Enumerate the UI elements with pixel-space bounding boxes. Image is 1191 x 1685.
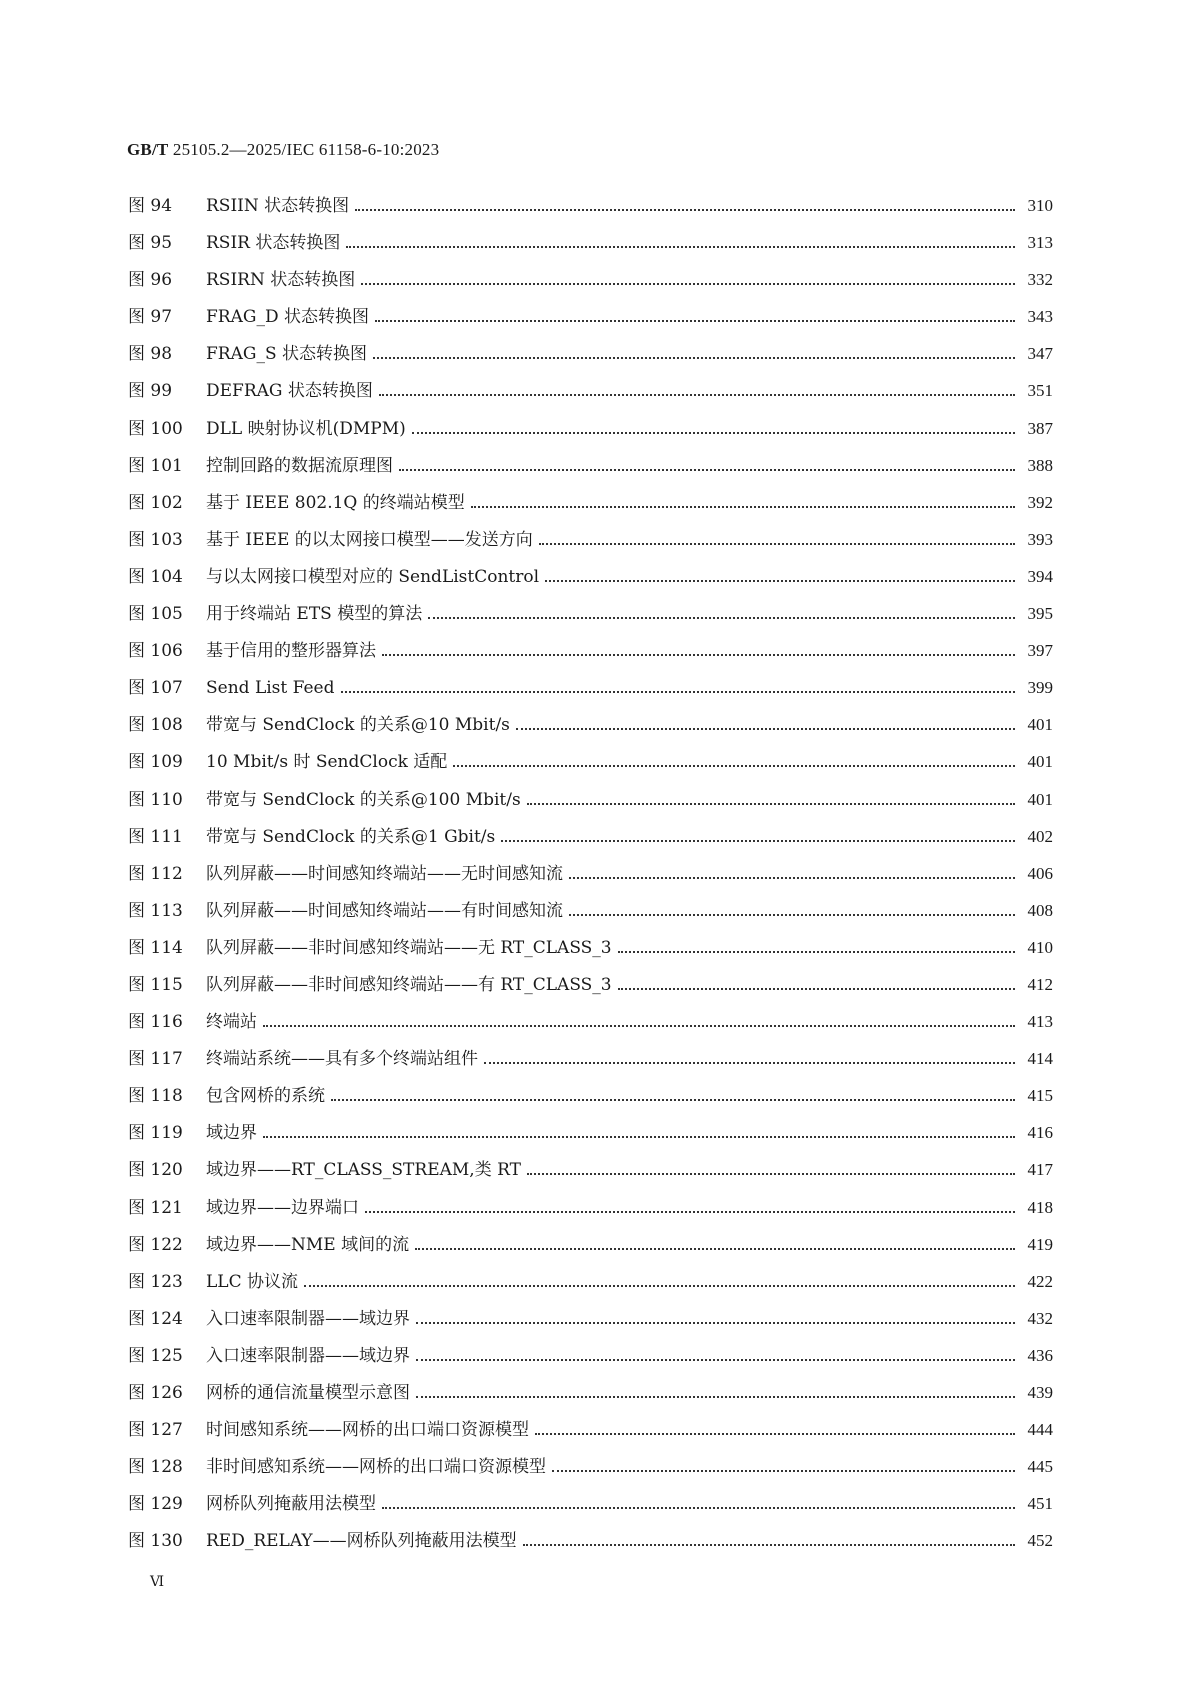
dot-leader <box>539 542 1015 545</box>
figure-title: 终端站系统——具有多个终端站组件 <box>206 1049 478 1070</box>
page-number: 416 <box>1027 1123 1053 1143</box>
toc-entry[interactable] <box>128 752 1053 789</box>
figure-label: 图 123 <box>128 1271 183 1292</box>
page-number: 408 <box>1027 900 1053 920</box>
dot-leader <box>471 505 1015 508</box>
dot-leader <box>618 987 1015 990</box>
page-number: 414 <box>1027 1049 1053 1069</box>
toc-entry[interactable] <box>128 901 1053 938</box>
figure-title: RED_RELAY——网桥队列掩蔽用法模型 <box>206 1531 517 1552</box>
dot-leader <box>484 1061 1015 1064</box>
figure-label: 图 108 <box>128 715 183 736</box>
figure-label: 图 109 <box>128 752 183 773</box>
figure-list <box>128 196 1053 1568</box>
figure-title: 包含网桥的系统 <box>206 1086 325 1107</box>
figure-label: 图 111 <box>128 826 183 847</box>
toc-entry[interactable] <box>128 938 1053 975</box>
figure-title: 队列屏蔽——时间感知终端站——有时间感知流 <box>206 900 563 921</box>
page-number: 432 <box>1027 1308 1053 1328</box>
figure-label: 图 103 <box>128 529 183 550</box>
figure-label: 图 104 <box>128 566 183 587</box>
figure-title: 队列屏蔽——非时间感知终端站——有 RT_CLASS_3 <box>206 974 612 995</box>
figure-label: 图 117 <box>128 1049 183 1070</box>
figure-label: 图 100 <box>128 418 183 439</box>
dot-leader <box>428 616 1015 619</box>
page-number: 332 <box>1027 270 1053 290</box>
figure-title: 入口速率限制器——域边界 <box>206 1345 410 1366</box>
toc-entry[interactable] <box>128 196 1053 233</box>
page-number: 413 <box>1027 1012 1053 1032</box>
dot-leader <box>355 208 1015 211</box>
figure-title: 域边界——边界端口 <box>206 1197 359 1218</box>
dot-leader <box>618 950 1015 953</box>
figure-title: 入口速率限制器——域边界 <box>206 1308 410 1329</box>
page-number: 313 <box>1027 233 1053 253</box>
toc-entry[interactable] <box>128 1160 1053 1197</box>
dot-leader <box>416 1358 1015 1361</box>
dot-leader <box>523 1543 1015 1546</box>
figure-label: 图 107 <box>128 678 183 699</box>
dot-leader <box>346 245 1015 248</box>
figure-title: 网桥的通信流量模型示意图 <box>206 1383 410 1403</box>
figure-label: 图 118 <box>128 1086 183 1107</box>
figure-title: 带宽与 SendClock 的关系@10 Mbit/s <box>206 715 510 736</box>
dot-leader <box>365 1210 1015 1213</box>
figure-label: 图 116 <box>128 1012 183 1033</box>
figure-label: 图 102 <box>128 492 183 513</box>
figure-label: 图 119 <box>128 1123 183 1144</box>
toc-entry[interactable] <box>128 1123 1053 1160</box>
page-number: 417 <box>1027 1160 1053 1180</box>
toc-entry[interactable] <box>128 344 1053 381</box>
dot-leader <box>535 1432 1015 1435</box>
dot-leader <box>304 1284 1015 1287</box>
dot-leader <box>416 1321 1015 1324</box>
figure-title: 非时间感知系统——网桥的出口端口资源模型 <box>206 1457 546 1478</box>
toc-entry[interactable] <box>128 1198 1053 1235</box>
figure-label: 图 106 <box>128 641 183 662</box>
figure-title: 队列屏蔽——时间感知终端站——无时间感知流 <box>206 863 563 884</box>
figure-title: DLL 映射协议机(DMPM) <box>206 418 406 439</box>
dot-leader <box>412 431 1015 434</box>
dot-leader <box>453 764 1015 767</box>
figure-label: 图 120 <box>128 1160 183 1181</box>
figure-title: 基于信用的整形器算法 <box>206 641 376 662</box>
toc-entry[interactable] <box>128 419 1053 456</box>
figure-title: 时间感知系统——网桥的出口端口资源模型 <box>206 1420 529 1441</box>
dot-leader <box>415 1247 1015 1250</box>
dot-leader <box>416 1395 1015 1398</box>
dot-leader <box>373 356 1015 359</box>
figure-title: RSIIN 状态转换图 <box>206 196 350 216</box>
figure-title: FRAG_S 状态转换图 <box>206 344 368 365</box>
page-number: 397 <box>1027 641 1053 661</box>
toc-entry[interactable] <box>128 1309 1053 1346</box>
figure-title: 带宽与 SendClock 的关系@1 Gbit/s <box>206 826 496 847</box>
toc-entry[interactable] <box>128 1012 1053 1049</box>
page-number: 394 <box>1027 566 1053 586</box>
dot-leader <box>331 1098 1015 1101</box>
page-number: 399 <box>1027 678 1053 698</box>
page-number: 392 <box>1027 492 1053 512</box>
figure-label: 图 122 <box>128 1234 183 1255</box>
figure-label: 图 98 <box>128 344 173 365</box>
dot-leader <box>501 839 1015 842</box>
figure-title: 带宽与 SendClock 的关系@100 Mbit/s <box>206 789 521 810</box>
toc-entry[interactable] <box>128 456 1053 493</box>
toc-entry[interactable] <box>128 827 1053 864</box>
toc-entry[interactable] <box>128 530 1053 567</box>
page-number: 406 <box>1027 863 1053 883</box>
toc-entry[interactable] <box>128 307 1053 344</box>
page-number: 401 <box>1027 789 1053 809</box>
page-number: 347 <box>1027 344 1053 364</box>
dot-leader <box>552 1469 1015 1472</box>
page-number: 419 <box>1027 1234 1053 1254</box>
page-number: 422 <box>1027 1271 1053 1291</box>
figure-title: RSIRN 状态转换图 <box>206 270 356 291</box>
figure-title: 控制回路的数据流原理图 <box>206 455 393 476</box>
page-number: 387 <box>1027 418 1053 438</box>
figure-title: FRAG_D 状态转换图 <box>206 307 369 328</box>
figure-title: 用于终端站 ETS 模型的算法 <box>206 604 423 625</box>
toc-entry[interactable] <box>128 270 1053 307</box>
figure-label: 图 112 <box>128 863 183 884</box>
page-number: 445 <box>1027 1457 1053 1477</box>
figure-title: 基于 IEEE 802.1Q 的终端站模型 <box>206 492 465 513</box>
figure-title: 域边界——NME 域间的流 <box>206 1234 410 1255</box>
figure-label: 图 129 <box>128 1494 183 1515</box>
dot-leader <box>341 690 1016 693</box>
figure-label: 图 97 <box>128 307 173 328</box>
toc-entry[interactable] <box>128 1346 1053 1383</box>
page-number: 343 <box>1027 307 1053 327</box>
page-number: 451 <box>1027 1494 1053 1514</box>
figure-label: 图 114 <box>128 937 183 958</box>
figure-label: 图 96 <box>128 270 173 291</box>
figure-title: 队列屏蔽——非时间感知终端站——无 RT_CLASS_3 <box>206 937 612 958</box>
figure-label: 图 127 <box>128 1420 183 1441</box>
dot-leader <box>527 1172 1015 1175</box>
figure-title: 域边界——RT_CLASS_STREAM,类 RT <box>206 1160 521 1181</box>
toc-entry[interactable] <box>128 233 1053 270</box>
toc-entry[interactable] <box>128 715 1053 752</box>
figure-title: 域边界 <box>206 1123 257 1144</box>
toc-entry[interactable] <box>128 604 1053 641</box>
toc-entry[interactable] <box>128 1457 1053 1494</box>
figure-label: 图 121 <box>128 1197 183 1218</box>
figure-title: Send List Feed <box>206 678 335 699</box>
standard-prefix: GB/T <box>127 140 169 159</box>
figure-title: 与以太网接口模型对应的 SendListControl <box>206 566 540 587</box>
toc-entry[interactable] <box>128 641 1053 678</box>
page-number: 388 <box>1027 455 1053 475</box>
dot-leader <box>382 1506 1015 1509</box>
page-number: 412 <box>1027 974 1053 994</box>
document-header <box>127 140 439 160</box>
page-number: 410 <box>1027 937 1053 957</box>
figure-label: 图 101 <box>128 455 183 476</box>
dot-leader <box>263 1135 1015 1138</box>
figure-label: 图 128 <box>128 1457 183 1478</box>
page-number-footer: Ⅵ <box>150 1575 165 1590</box>
toc-entry[interactable] <box>128 1531 1053 1568</box>
toc-entry[interactable] <box>128 1494 1053 1531</box>
figure-label: 图 99 <box>128 381 173 402</box>
toc-entry[interactable] <box>128 1272 1053 1309</box>
figure-label: 图 125 <box>128 1345 183 1366</box>
toc-entry[interactable] <box>128 1235 1053 1272</box>
figure-label: 图 115 <box>128 974 183 995</box>
dot-leader <box>527 802 1015 805</box>
page-number: 436 <box>1027 1345 1053 1365</box>
toc-entry[interactable] <box>128 381 1053 418</box>
dot-leader <box>516 727 1015 730</box>
figure-label: 图 130 <box>128 1531 183 1552</box>
page-number: 444 <box>1027 1420 1053 1440</box>
toc-entry[interactable] <box>128 1420 1053 1457</box>
figure-label: 图 113 <box>128 900 183 921</box>
toc-entry[interactable] <box>128 678 1053 715</box>
page-number: 351 <box>1027 381 1053 401</box>
standard-number: 25105.2—2025/IEC 61158-6-10:2023 <box>172 140 440 159</box>
toc-entry[interactable] <box>128 864 1053 901</box>
dot-leader <box>399 468 1015 471</box>
dot-leader <box>361 282 1015 285</box>
dot-leader <box>569 876 1015 879</box>
figure-title: 终端站 <box>206 1012 257 1033</box>
dot-leader <box>379 393 1015 396</box>
page-number: 452 <box>1027 1531 1053 1551</box>
toc-entry[interactable] <box>128 1086 1053 1123</box>
page-number: 310 <box>1027 196 1053 215</box>
figure-title: 网桥队列掩蔽用法模型 <box>206 1494 376 1515</box>
figure-label: 图 94 <box>128 196 173 216</box>
toc-entry[interactable] <box>128 1383 1053 1420</box>
figure-title: DEFRAG 状态转换图 <box>206 381 373 402</box>
figure-title: 10 Mbit/s 时 SendClock 适配 <box>206 752 448 773</box>
page-number: 439 <box>1027 1383 1053 1402</box>
toc-entry[interactable] <box>128 975 1053 1012</box>
figure-title: LLC 协议流 <box>206 1271 298 1292</box>
figure-label: 图 105 <box>128 604 183 625</box>
dot-leader <box>569 913 1015 916</box>
page-number: 395 <box>1027 604 1053 624</box>
figure-label: 图 126 <box>128 1383 183 1403</box>
toc-entry[interactable] <box>128 567 1053 604</box>
toc-entry[interactable] <box>128 1049 1053 1086</box>
page-number: 393 <box>1027 529 1053 549</box>
page-number: 401 <box>1027 752 1053 772</box>
page-number: 415 <box>1027 1086 1053 1106</box>
dot-leader <box>375 319 1015 322</box>
figure-label: 图 124 <box>128 1308 183 1329</box>
dot-leader <box>263 1024 1015 1027</box>
figure-label: 图 95 <box>128 233 173 254</box>
page-number: 402 <box>1027 826 1053 846</box>
dot-leader <box>545 579 1015 582</box>
figure-label: 图 110 <box>128 789 183 810</box>
figure-title: 基于 IEEE 的以太网接口模型——发送方向 <box>206 529 533 550</box>
toc-entry[interactable] <box>128 493 1053 530</box>
figure-title: RSIR 状态转换图 <box>206 233 341 254</box>
toc-entry[interactable] <box>128 790 1053 827</box>
dot-leader <box>382 653 1015 656</box>
page-number: 401 <box>1027 715 1053 735</box>
page-number: 418 <box>1027 1197 1053 1217</box>
